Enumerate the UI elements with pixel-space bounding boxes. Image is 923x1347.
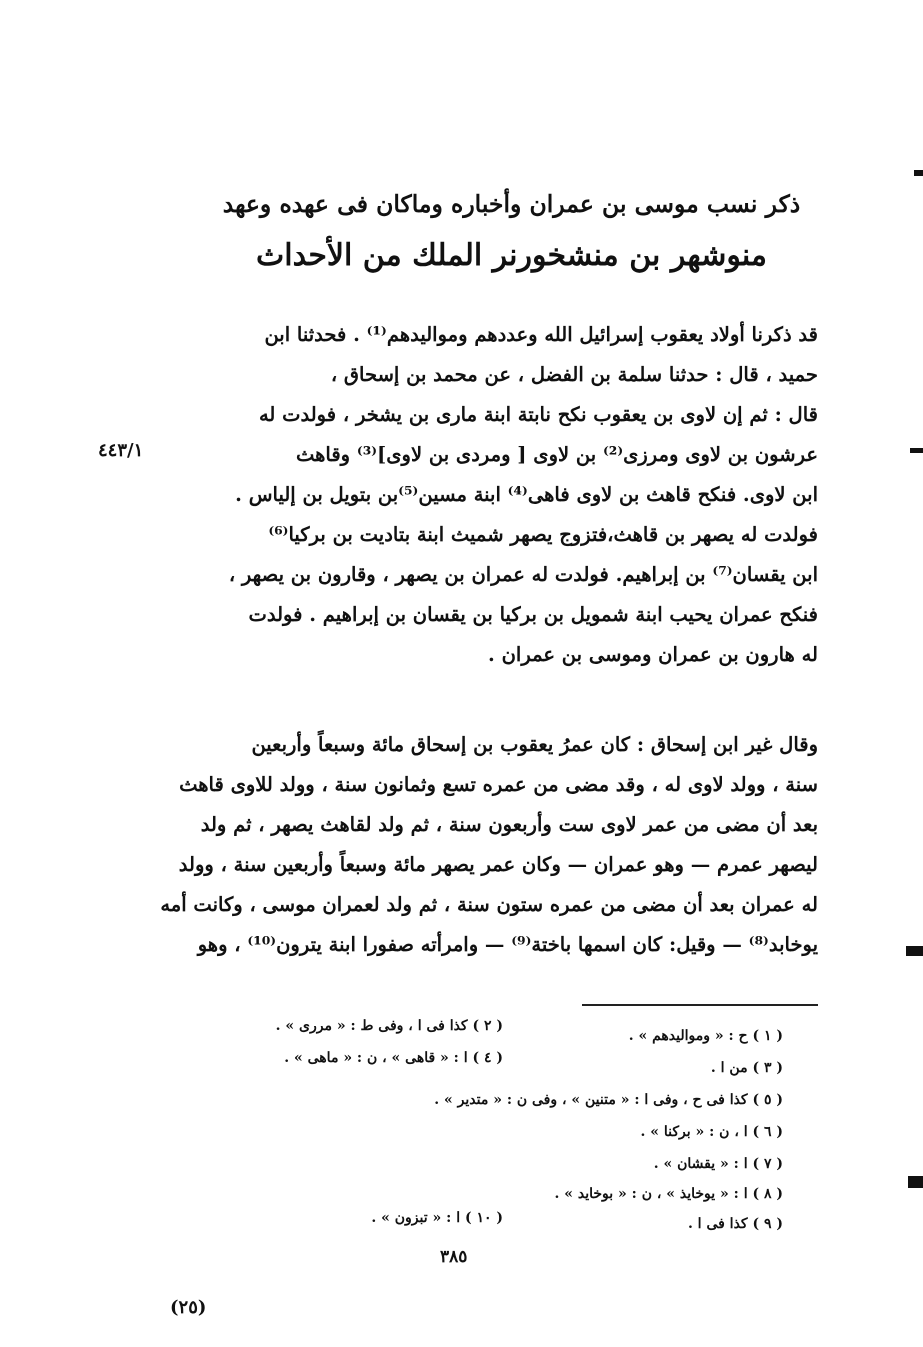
text-line: حميد ، قال : حدثنا سلمة بن الفضل ، عن محمد بن إسحاق ،: [330, 363, 818, 386]
chapter-title: [220, 178, 803, 282]
scan-edge-mark: [908, 1176, 923, 1188]
footnote-10: ( ١٠ ) ا : « تبزون » .: [371, 1210, 503, 1226]
text-line: بعد أن مضى من عمر لاوى ست وأربعون سنة ، ثم ولد لقاهث يصهر ، ثم ولد: [200, 813, 818, 836]
scan-edge-mark: [906, 946, 923, 956]
text-line: ابن يقسان⁽⁷⁾ بن إبراهيم. فولدت له عمران بن يصهر ، وقارون بن يصهر ،: [228, 563, 818, 586]
text-line: قد ذكرنا أولاد يعقوب إسرائيل الله وعددهم ومواليدهم⁽¹⁾ . فحدثنا ابن: [264, 323, 818, 346]
footnote-6: ( ٦ ) ا ، ن : « بركنا » .: [640, 1124, 783, 1140]
scan-edge-mark: [914, 170, 923, 176]
title-line-1: ذكر نسب موسى بن عمران وأخباره وماكان فى عهده وعهد: [222, 190, 801, 218]
text-line: وقال غير ابن إسحاق : كان عمرُ يعقوب بن إسحاق مائة وسبعاً وأربعين: [251, 733, 818, 756]
page-number: ٣٨٥: [440, 1247, 468, 1267]
paragraph-1: [160, 315, 818, 675]
footnote-7: ( ٧ ) ا : « يقشان » .: [653, 1156, 783, 1172]
footnote-1: ( ١ ) ح : « ومواليدهم » .: [628, 1028, 783, 1044]
title-line-2: منوشهر بن منشخورنر الملك من الأحداث: [256, 238, 767, 273]
footnote-5: ( ٥ ) كذا فى ح ، وفى ا : « متنين » ، وفى ن : « متدير » .: [434, 1092, 783, 1108]
paragraph-2: [160, 725, 818, 965]
margin-reference: ٤٤٣/١: [98, 440, 144, 461]
footnote-2: ( ٢ ) كذا فى ا ، وفى ط : « مررى » .: [275, 1018, 503, 1034]
text-line: ليصهر عمرم — وهو عمران — وكان عمر يصهر مائة وسبعاً وأربعين سنة ، وولد: [178, 853, 818, 876]
footnote-9: ( ٩ ) كذا فى ا .: [687, 1216, 783, 1232]
text-line: ابن لاوى. فنكح قاهث بن لاوى فاهى⁽⁴⁾ ابنة مسين⁽⁵⁾بن بتويل بن إلياس .: [235, 483, 818, 506]
text-line: يوخابد⁽⁸⁾ — وقيل: كان اسمها باختة⁽⁹⁾ — وامرأته صفورا ابنة يترون⁽¹⁰⁾ ، وهو: [197, 933, 818, 956]
footnote-3: ( ٣ ) من ا .: [710, 1060, 783, 1076]
signature-mark: (٢٥): [170, 1297, 207, 1318]
text-line: قال : ثم إن لاوى بن يعقوب نكح نابتة ابنة مارى بن يشخر ، فولدت له: [258, 403, 818, 426]
text-line: له هارون بن عمران وموسى بن عمران .: [488, 643, 818, 666]
text-line: فولدت له يصهر بن قاهث،فتزوج يصهر شميث ابنة بتاديت بن بركيا⁽⁶⁾: [268, 523, 818, 546]
text-line: له عمران بعد أن مضى من عمره ستون سنة ، ثم ولد لعمران موسى ، وكانت أمه: [160, 893, 818, 916]
text-line: عرشون بن لاوى ومرزى⁽²⁾ بن لاوى [ ومردى بن لاوى]⁽³⁾ وقاهث: [295, 443, 818, 466]
footnote-divider: [582, 1004, 818, 1006]
text-line: سنة ، وولد لاوى له ، وقد مضى من عمره تسع وثمانون سنة ، وولد للاوى قاهث: [179, 773, 818, 796]
footnote-8: ( ٨ ) ا : « يوخايذ » ، ن : « بوخايد » .: [554, 1186, 783, 1202]
footnote-4: ( ٤ ) ا : « قاهى » ، ن : « ماهى » .: [284, 1050, 503, 1066]
scan-edge-mark: [910, 448, 923, 453]
text-line: فنكح عمران يحيب ابنة شمويل بن بركيا بن يقسان بن إبراهيم . فولدت: [248, 603, 818, 626]
